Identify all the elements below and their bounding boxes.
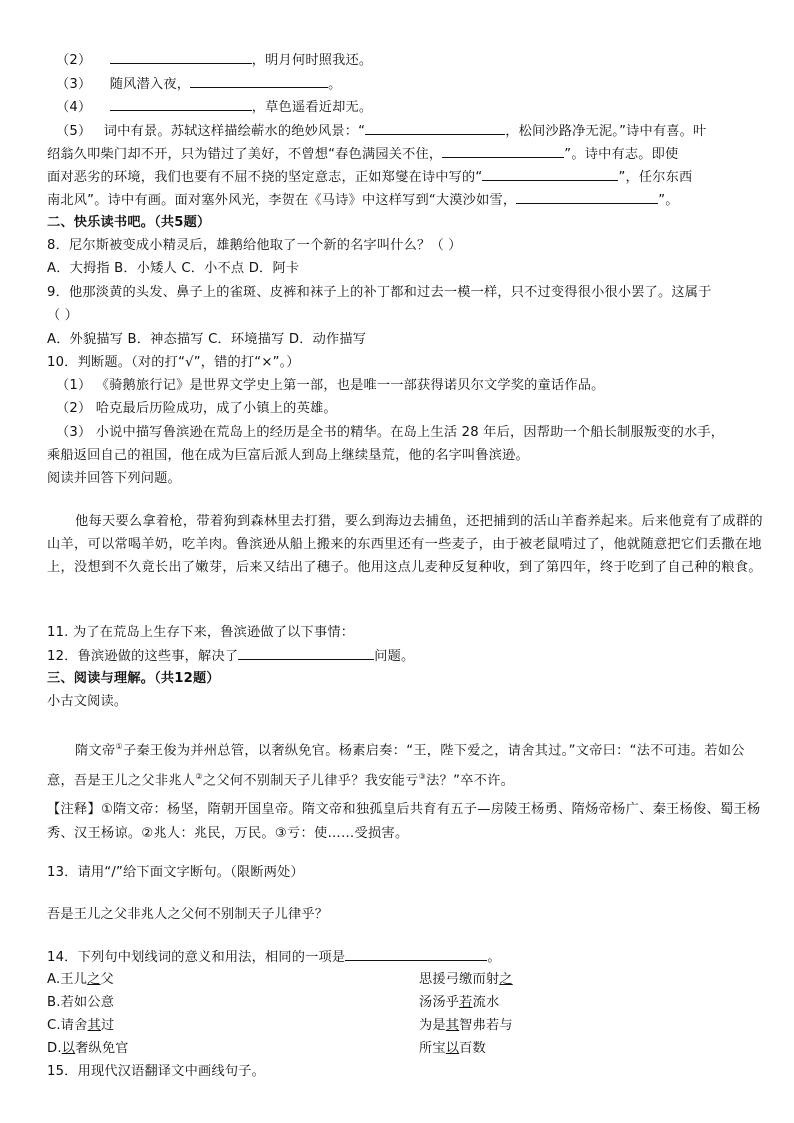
- answer-blank[interactable]: [516, 189, 658, 204]
- reading-instruction: 阅读并回答下列问题。: [47, 471, 181, 486]
- fill-line-5-cont: 南北风”。诗中有画。面对塞外风光，李贺在《马诗》中这样写到“大漠沙如雪， ”。: [47, 189, 767, 212]
- fill-line-3: （3） 随风潜入夜， 。: [56, 73, 776, 96]
- question-9: 9．他那淡黄的头发、鼻子上的雀斑、皮裤和袜子上的补丁都和过去一模一样，只不过变得很小很小罢了。这属于: [47, 285, 712, 300]
- question-15: 15．用现代汉语翻译文中画线句子。: [47, 1064, 265, 1079]
- question-10-item-3: （3） 小说中描写鲁滨逊在荒岛上的经历是全书的精华。在岛上生活 28 年后，因帮助一个船长制服叛变的水手，: [56, 425, 725, 440]
- answer-blank[interactable]: [442, 143, 564, 158]
- question-8: 8．尼尔斯被变成小精灵后，雄鹅给他取了一个新的名字叫什么？（ ）: [47, 238, 462, 253]
- question-10-item-3-cont: 乘船返回自己的祖国，他在成为巨富后派人到岛上继续垦荒，他的名字叫鲁滨逊。: [47, 448, 529, 463]
- question-8-options: A．大拇指 B．小矮人 C．小不点 D．阿卡: [47, 261, 300, 276]
- question-10: 10．判断题。（对的打“√”，错的打“×”。）: [47, 355, 300, 370]
- fill-line-5: （5） 词中有景。苏轼这样描绘蕲水的绝妙风景：“ ，松间沙路净无泥。”诗中有喜。叶: [56, 120, 776, 143]
- question-10-item-2: （2） 哈克最后历险成功，成了小镇上的英雄。: [56, 401, 337, 416]
- answer-blank[interactable]: [345, 946, 487, 961]
- option-row: A.王儿之父 思援弓缴而射之: [47, 972, 513, 987]
- question-13: 13．请用“/”给下面文字断句。（限断两处）: [47, 865, 304, 880]
- option-row: C.请舍其过 为是其智弗若与: [47, 1018, 513, 1033]
- fill-line-4: （4） ，草色遥看近却无。: [56, 96, 776, 119]
- annotation-note: 【注释】①隋文帝：杨坚，隋朝开国皇帝。隋文帝和独孤皇后共育有五子—房陵王杨勇、隋炀帝杨广、秦王杨俊、蜀王杨秀、汉王杨谅。②兆人：兆民，万民。③亏：使……受损害。: [47, 802, 761, 841]
- answer-blank[interactable]: [110, 49, 252, 64]
- answer-blank[interactable]: [238, 645, 374, 660]
- option-row: B.若如公意 汤汤乎若流水: [47, 995, 500, 1010]
- reading-passage: 他每天要么拿着枪，带着狗到森林里去打猎，要么到海边去捕鱼，还把捕到的活山羊畜养起来。后来他竟有了成群的山羊，可以常喝羊奶，吃羊肉。鲁滨逊从船上搬来的东西里还有一些麦子，由于被老鼠啃过了，他就随意把它们丢撒在地上，没想到不久竟长出了嫩芽，后来又结出了穗子。他用这点儿麦种反复种收，到了第四年，终于吃到了自己种的粮食。: [47, 514, 763, 575]
- fill-line-5-cont: 绍翁久叩柴门却不开，只为错过了美好，不曾想“春色满园关不住， ”。诗中有志。即使: [47, 143, 767, 166]
- section-heading-3: 三、阅读与理解。（共12题）: [47, 671, 220, 686]
- section-heading-2: 二、快乐读书吧。（共5题）: [47, 215, 211, 230]
- fill-line-5-cont: 面对恶劣的环境，我们也要有不屈不挠的坚定意志，正如郑燮在诗中写的“ ”，任尔东西: [47, 166, 767, 189]
- fill-line-2: （2） ，明月何时照我还。: [56, 49, 776, 72]
- question-11: 11. 为了在荒岛上生存下来，鲁滨逊做了以下事情：: [47, 625, 355, 640]
- classical-passage: 隋文帝①子秦王俊为并州总管，以奢纵免官。杨素启奏：“王，陛下爱之，请舍其过。”文帝曰：“法不可违。若如公意，吾是王儿之父非兆人②之父何不别制天子儿律乎？我安能亏③法？”卒不许。: [47, 742, 745, 789]
- answer-blank[interactable]: [190, 73, 328, 88]
- question-9-paren: （ ）: [47, 308, 79, 323]
- question-14: 14．下列句中划线词的意义和用法，相同的一项是 。: [47, 946, 767, 969]
- question-9-options: A．外貌描写 B．神态描写 C．环境描写 D．动作描写: [47, 332, 367, 347]
- answer-blank[interactable]: [110, 96, 252, 111]
- question-12: 12．鲁滨逊做的这些事，解决了 问题。: [47, 645, 767, 668]
- classical-heading: 小古文阅读。: [47, 694, 128, 709]
- question-13-sentence: 吾是王儿之父非兆人之父何不别制天子儿律乎？: [47, 907, 329, 922]
- answer-blank[interactable]: [482, 166, 618, 181]
- question-10-item-1: （1） 《骑鹅旅行记》是世界文学史上第一部，也是唯一一部获得诺贝尔文学奖的童话作品。: [56, 378, 605, 393]
- answer-blank[interactable]: [365, 120, 505, 135]
- option-row: D.以奢纵免官 所宝以百数: [47, 1041, 486, 1056]
